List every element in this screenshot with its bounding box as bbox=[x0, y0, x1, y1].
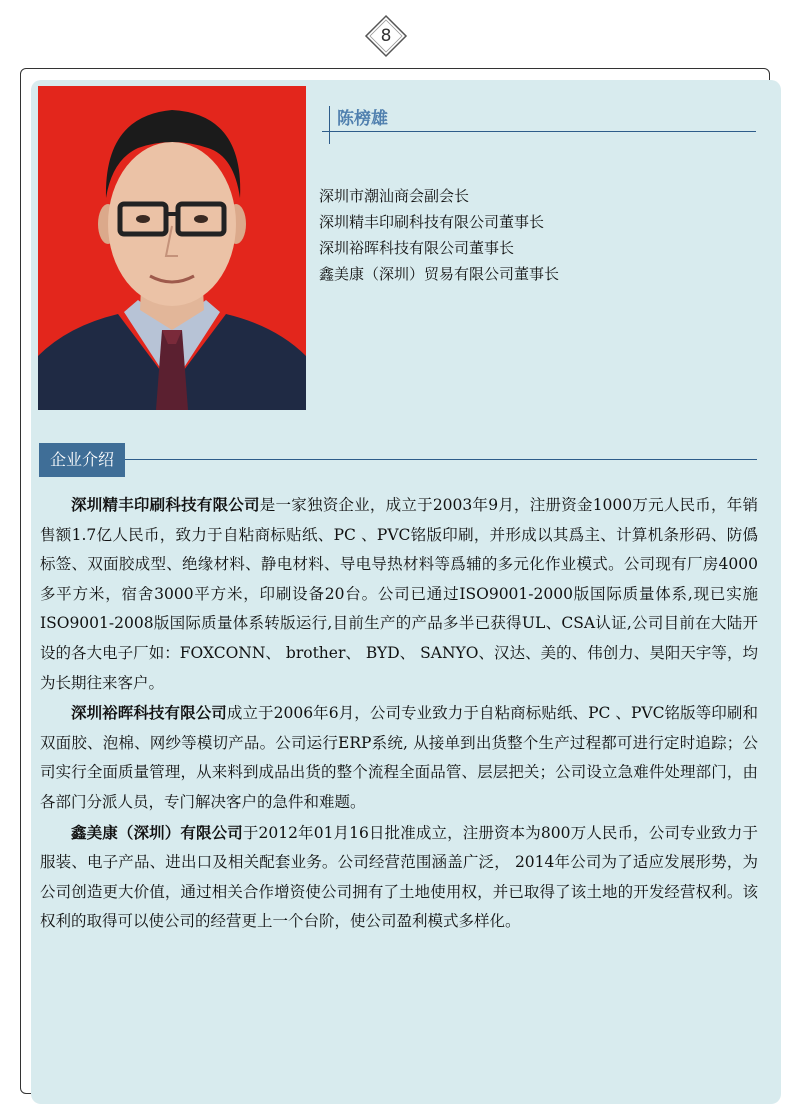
name-divider-vertical bbox=[329, 106, 330, 144]
paragraph-text: 是一家独资企业，成立于2003年9月，注册资金1000万元人民币，年销售额1.7亿人民币，致力于自粘商标贴纸、PC 、PVC铭版印刷，并形成以其爲主、计算机条形码、防僞标签、双面胶成型、绝缘材料、静电材料、导电导热材料等爲辅的多元化作业模式。公司现有厂房4000多平方米，宿舍3000平方米，印刷设备20台。公司已通过ISO9001-2000版国际质量体系,现已实施ISO9001-2008版国际质量体系转版运行,目前生产的产品多半已获得UL、CSA认证,公司目前在大陆开设的各大电子厂如：FOXCONN、 brother、 BYD、 SANYO、汉达、美的、伟创力、昊阳天宇等，均为长期往来客户。 bbox=[40, 496, 758, 692]
company-name: 鑫美康（深圳）有限公司 bbox=[71, 822, 243, 842]
company-name: 深圳裕晖科技有限公司 bbox=[71, 703, 227, 723]
page-number: 8 bbox=[380, 26, 392, 46]
person-titles bbox=[319, 183, 559, 287]
paragraph-yuhui bbox=[40, 698, 758, 817]
section-divider-line bbox=[125, 459, 757, 460]
section-heading: 企业介绍 bbox=[39, 443, 125, 477]
title-line: 鑫美康（深圳）贸易有限公司董事长 bbox=[319, 265, 560, 283]
name-divider-line bbox=[322, 131, 756, 132]
page-number-badge bbox=[364, 14, 408, 58]
paragraph-jingfeng bbox=[40, 490, 758, 698]
paragraph-text: 于2012年01月16日批准成立，注册资本为800万人民币，公司专业致力于服装、电子产品、进出口及相关配套业务。公司经营范围涵盖广泛， 2014年公司为了适应发展形势，为公司创造更大价值，通过相关合作增资使公司拥有了土地使用权，并已取得了该土地的开发经营权利。该权利的取得可以使公司的经营更上一个台阶，使公司盈利模式多样化。 bbox=[40, 823, 758, 931]
title-line: 深圳裕晖科技有限公司董事长 bbox=[319, 239, 515, 257]
company-name: 深圳精丰印刷科技有限公司 bbox=[71, 495, 260, 514]
person-name: 陈榜雄 bbox=[337, 109, 388, 129]
portrait-illustration bbox=[38, 86, 306, 410]
title-line: 深圳市潮汕商会副会长 bbox=[319, 187, 470, 205]
paragraph-text: 成立于2006年6月，公司专业致力于自粘商标贴纸、PC 、PVC铭版等印刷和双面胶、泡棉、网纱等模切产品。公司运行ERP系统, 从接单到出货整个生产过程都可进行定时追踪；公司实行全面质量管理，从来料到成品出货的整个流程全面品管、层层把关；公司设立急难件处理部门，由各部门分派人员，专门解决客户的急件和难题。 bbox=[40, 704, 758, 811]
company-introduction bbox=[40, 490, 758, 937]
paragraph-xinmeikang bbox=[40, 818, 758, 937]
portrait-photo bbox=[38, 86, 306, 410]
title-line: 深圳精丰印刷科技有限公司董事长 bbox=[319, 213, 545, 231]
